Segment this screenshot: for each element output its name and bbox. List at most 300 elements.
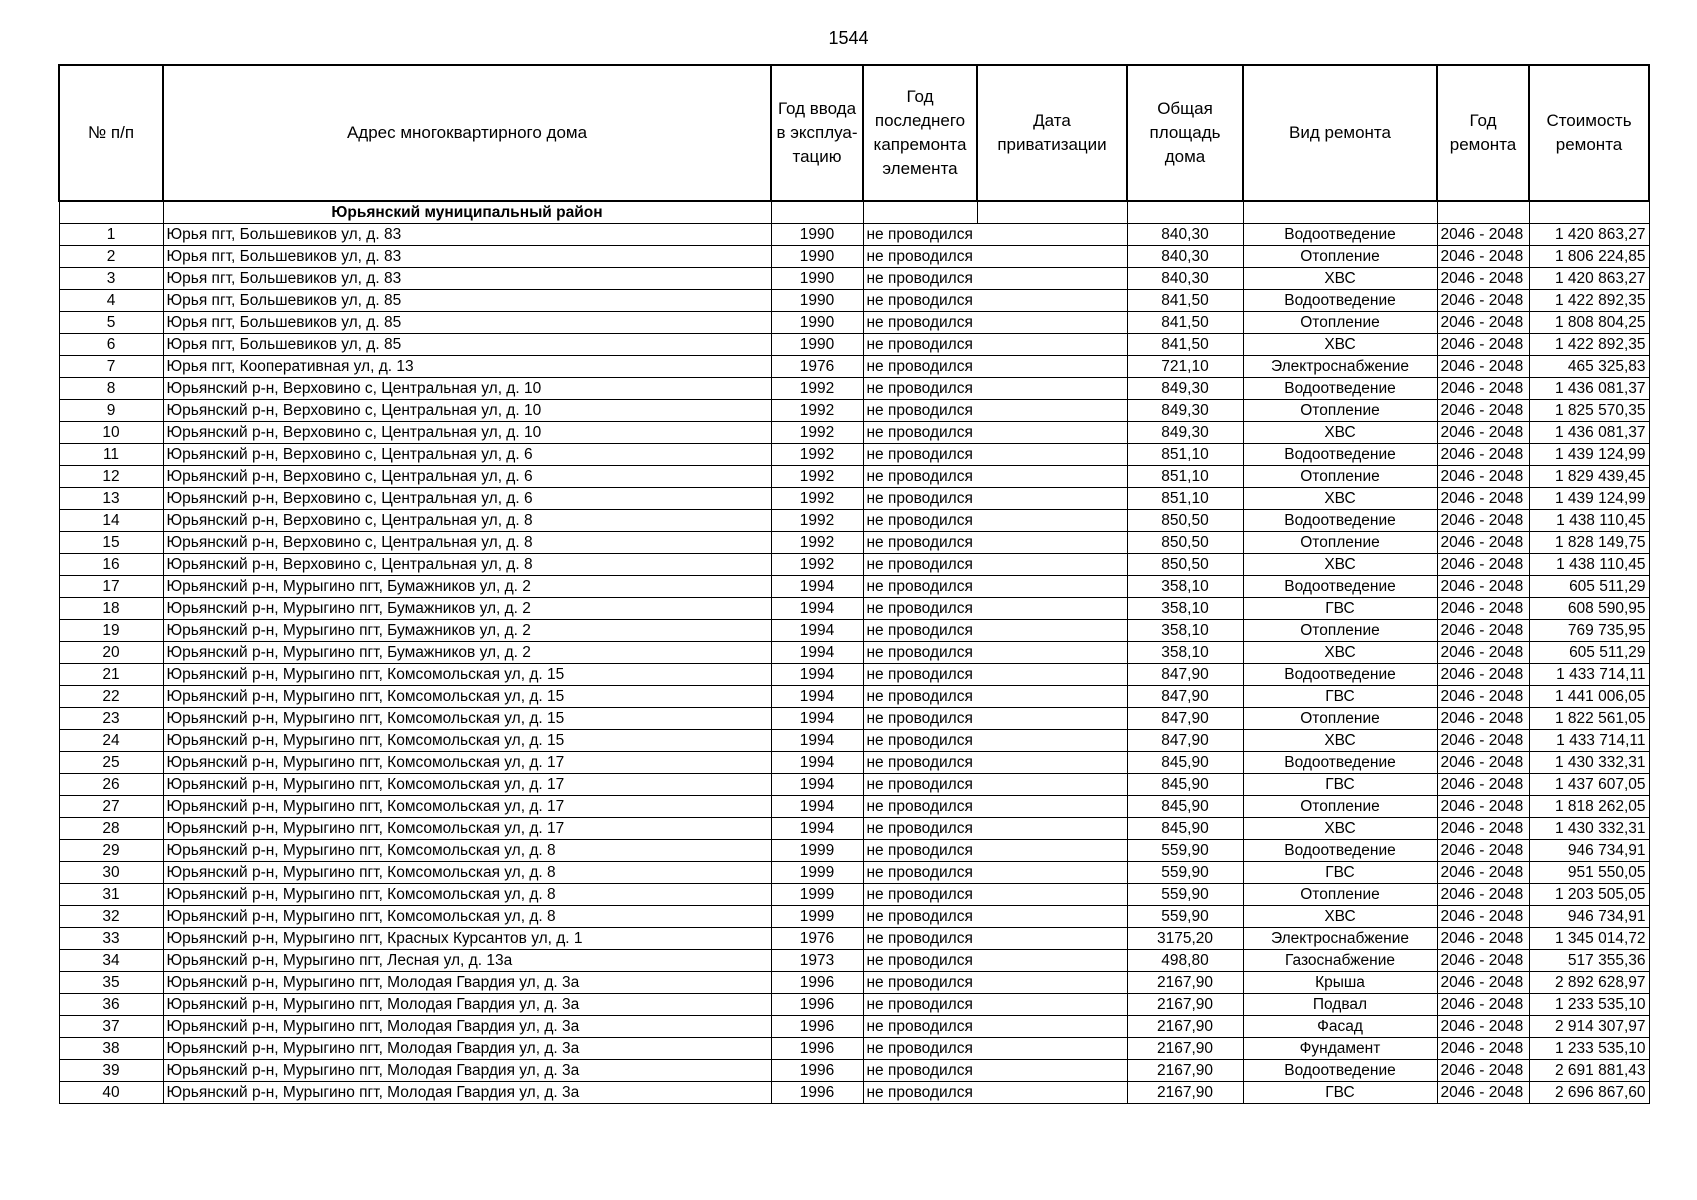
row-last-repair: не проводился <box>863 708 1127 730</box>
row-repair-year: 2046 - 2048 <box>1437 884 1529 906</box>
row-year-built: 1994 <box>771 730 863 752</box>
row-number: 28 <box>59 818 163 840</box>
row-cost: 605 511,29 <box>1529 576 1649 598</box>
row-area: 2167,90 <box>1127 1060 1243 1082</box>
row-year-built: 1994 <box>771 774 863 796</box>
row-number: 7 <box>59 356 163 378</box>
row-number: 38 <box>59 1038 163 1060</box>
row-address: Юрьянский р-н, Мурыгино пгт, Молодая Гвардия ул, д. 3а <box>163 1016 771 1038</box>
row-area: 847,90 <box>1127 708 1243 730</box>
page-number: 1544 <box>828 28 869 48</box>
row-cost: 1 822 561,05 <box>1529 708 1649 730</box>
row-number: 39 <box>59 1060 163 1082</box>
row-cost: 1 828 149,75 <box>1529 532 1649 554</box>
row-repair-kind: Отопление <box>1243 246 1437 268</box>
row-number: 32 <box>59 906 163 928</box>
row-number: 31 <box>59 884 163 906</box>
row-cost: 1 829 439,45 <box>1529 466 1649 488</box>
row-last-repair: не проводился <box>863 268 1127 290</box>
row-last-repair: не проводился <box>863 1038 1127 1060</box>
row-area: 498,80 <box>1127 950 1243 972</box>
table-row <box>59 1038 1649 1060</box>
row-address: Юрьянский р-н, Верховино с, Центральная ул, д. 8 <box>163 554 771 576</box>
row-repair-year: 2046 - 2048 <box>1437 1038 1529 1060</box>
table-row <box>59 268 1649 290</box>
row-year-built: 1996 <box>771 994 863 1016</box>
row-area: 841,50 <box>1127 290 1243 312</box>
row-area: 721,10 <box>1127 356 1243 378</box>
row-area: 559,90 <box>1127 906 1243 928</box>
row-year-built: 1990 <box>771 224 863 246</box>
row-last-repair: не проводился <box>863 532 1127 554</box>
row-number: 18 <box>59 598 163 620</box>
district-name: Юрьянский муниципальный район <box>163 201 771 224</box>
row-number: 40 <box>59 1082 163 1104</box>
row-area: 840,30 <box>1127 268 1243 290</box>
row-last-repair: не проводился <box>863 620 1127 642</box>
row-last-repair: не проводился <box>863 510 1127 532</box>
row-area: 850,50 <box>1127 510 1243 532</box>
header-num: № п/п <box>59 65 163 201</box>
row-last-repair: не проводился <box>863 466 1127 488</box>
row-address: Юрьянский р-н, Мурыгино пгт, Комсомольская ул, д. 8 <box>163 840 771 862</box>
table-row <box>59 312 1649 334</box>
row-cost: 1 438 110,45 <box>1529 510 1649 532</box>
table-row <box>59 730 1649 752</box>
row-last-repair: не проводился <box>863 884 1127 906</box>
row-address: Юрья пгт, Большевиков ул, д. 83 <box>163 246 771 268</box>
row-last-repair: не проводился <box>863 246 1127 268</box>
row-area: 849,30 <box>1127 422 1243 444</box>
row-last-repair: не проводился <box>863 400 1127 422</box>
row-repair-kind: ХВС <box>1243 906 1437 928</box>
row-area: 840,30 <box>1127 246 1243 268</box>
row-address: Юрьянский р-н, Верховино с, Центральная ул, д. 10 <box>163 422 771 444</box>
row-repair-kind: Отопление <box>1243 400 1437 422</box>
table-row <box>59 532 1649 554</box>
row-address: Юрья пгт, Большевиков ул, д. 85 <box>163 312 771 334</box>
row-address: Юрьянский р-н, Верховино с, Центральная ул, д. 6 <box>163 488 771 510</box>
row-year-built: 1976 <box>771 928 863 950</box>
row-address: Юрьянский р-н, Мурыгино пгт, Комсомольская ул, д. 17 <box>163 796 771 818</box>
row-last-repair: не проводился <box>863 796 1127 818</box>
row-address: Юрьянский р-н, Верховино с, Центральная ул, д. 8 <box>163 532 771 554</box>
row-repair-kind: Электроснабжение <box>1243 356 1437 378</box>
table-row <box>59 598 1649 620</box>
table-row <box>59 928 1649 950</box>
row-repair-kind: ХВС <box>1243 554 1437 576</box>
row-cost: 1 436 081,37 <box>1529 422 1649 444</box>
row-last-repair: не проводился <box>863 642 1127 664</box>
row-repair-kind: Водоотведение <box>1243 1060 1437 1082</box>
row-repair-kind: Отопление <box>1243 708 1437 730</box>
header-year-built: Год ввода в эксплуа-тацию <box>771 65 863 201</box>
row-cost: 1 430 332,31 <box>1529 818 1649 840</box>
row-cost: 951 550,05 <box>1529 862 1649 884</box>
row-year-built: 1994 <box>771 598 863 620</box>
row-address: Юрья пгт, Большевиков ул, д. 83 <box>163 268 771 290</box>
row-repair-kind: ХВС <box>1243 488 1437 510</box>
row-year-built: 1999 <box>771 840 863 862</box>
table-row <box>59 664 1649 686</box>
row-area: 850,50 <box>1127 532 1243 554</box>
row-repair-kind: Водоотведение <box>1243 290 1437 312</box>
row-year-built: 1990 <box>771 312 863 334</box>
row-year-built: 1994 <box>771 708 863 730</box>
row-repair-year: 2046 - 2048 <box>1437 862 1529 884</box>
row-address: Юрьянский р-н, Верховино с, Центральная ул, д. 10 <box>163 378 771 400</box>
row-address: Юрьянский р-н, Верховино с, Центральная ул, д. 6 <box>163 444 771 466</box>
row-number: 33 <box>59 928 163 950</box>
row-number: 5 <box>59 312 163 334</box>
row-repair-kind: ХВС <box>1243 268 1437 290</box>
row-last-repair: не проводился <box>863 488 1127 510</box>
row-repair-year: 2046 - 2048 <box>1437 246 1529 268</box>
row-last-repair: не проводился <box>863 950 1127 972</box>
row-repair-kind: Электроснабжение <box>1243 928 1437 950</box>
row-last-repair: не проводился <box>863 444 1127 466</box>
row-repair-year: 2046 - 2048 <box>1437 1082 1529 1104</box>
row-repair-year: 2046 - 2048 <box>1437 642 1529 664</box>
row-cost: 1 436 081,37 <box>1529 378 1649 400</box>
table-row <box>59 576 1649 598</box>
table-row <box>59 796 1649 818</box>
row-last-repair: не проводился <box>863 752 1127 774</box>
row-area: 559,90 <box>1127 862 1243 884</box>
row-last-repair: не проводился <box>863 224 1127 246</box>
row-repair-kind: Водоотведение <box>1243 510 1437 532</box>
row-cost: 2 914 307,97 <box>1529 1016 1649 1038</box>
row-cost: 1 433 714,11 <box>1529 730 1649 752</box>
table-row <box>59 994 1649 1016</box>
row-number: 20 <box>59 642 163 664</box>
row-repair-year: 2046 - 2048 <box>1437 840 1529 862</box>
row-last-repair: не проводился <box>863 1082 1127 1104</box>
table-row <box>59 400 1649 422</box>
row-number: 6 <box>59 334 163 356</box>
row-number: 1 <box>59 224 163 246</box>
row-year-built: 1996 <box>771 1016 863 1038</box>
row-cost: 1 422 892,35 <box>1529 334 1649 356</box>
row-area: 849,30 <box>1127 400 1243 422</box>
row-cost: 1 437 607,05 <box>1529 774 1649 796</box>
row-address: Юрья пгт, Большевиков ул, д. 85 <box>163 290 771 312</box>
row-repair-year: 2046 - 2048 <box>1437 664 1529 686</box>
row-cost: 1 441 006,05 <box>1529 686 1649 708</box>
row-repair-year: 2046 - 2048 <box>1437 730 1529 752</box>
row-number: 26 <box>59 774 163 796</box>
row-last-repair: не проводился <box>863 774 1127 796</box>
table-row <box>59 1082 1649 1104</box>
row-address: Юрьянский р-н, Мурыгино пгт, Комсомольская ул, д. 15 <box>163 664 771 686</box>
row-last-repair: не проводился <box>863 1060 1127 1082</box>
row-year-built: 1996 <box>771 1060 863 1082</box>
row-area: 559,90 <box>1127 884 1243 906</box>
row-address: Юрьянский р-н, Мурыгино пгт, Комсомольская ул, д. 15 <box>163 730 771 752</box>
row-area: 851,10 <box>1127 466 1243 488</box>
header-repair-year: Год ремонта <box>1437 65 1529 201</box>
row-cost: 1 439 124,99 <box>1529 488 1649 510</box>
row-area: 559,90 <box>1127 840 1243 862</box>
row-address: Юрьянский р-н, Мурыгино пгт, Молодая Гвардия ул, д. 3а <box>163 1082 771 1104</box>
row-number: 19 <box>59 620 163 642</box>
row-cost: 1 430 332,31 <box>1529 752 1649 774</box>
table-row <box>59 466 1649 488</box>
table-row <box>59 686 1649 708</box>
row-repair-kind: ХВС <box>1243 642 1437 664</box>
row-repair-kind: Отопление <box>1243 312 1437 334</box>
table-row <box>59 840 1649 862</box>
row-number: 4 <box>59 290 163 312</box>
row-repair-kind: ХВС <box>1243 422 1437 444</box>
table-row <box>59 334 1649 356</box>
row-last-repair: не проводился <box>863 334 1127 356</box>
row-last-repair: не проводился <box>863 840 1127 862</box>
row-repair-kind: Водоотведение <box>1243 840 1437 862</box>
row-number: 23 <box>59 708 163 730</box>
row-last-repair: не проводился <box>863 554 1127 576</box>
row-repair-year: 2046 - 2048 <box>1437 532 1529 554</box>
row-cost: 1 825 570,35 <box>1529 400 1649 422</box>
header-address: Адрес многоквартирного дома <box>163 65 771 201</box>
row-cost: 608 590,95 <box>1529 598 1649 620</box>
row-year-built: 1994 <box>771 664 863 686</box>
row-number: 27 <box>59 796 163 818</box>
row-last-repair: не проводился <box>863 290 1127 312</box>
row-repair-year: 2046 - 2048 <box>1437 488 1529 510</box>
row-address: Юрьянский р-н, Мурыгино пгт, Комсомольская ул, д. 17 <box>163 752 771 774</box>
table-row <box>59 1060 1649 1082</box>
row-area: 841,50 <box>1127 334 1243 356</box>
row-cost: 2 691 881,43 <box>1529 1060 1649 1082</box>
row-address: Юрьянский р-н, Мурыгино пгт, Бумажников ул, д. 2 <box>163 598 771 620</box>
row-repair-kind: Водоотведение <box>1243 378 1437 400</box>
row-last-repair: не проводился <box>863 818 1127 840</box>
row-year-built: 1992 <box>771 466 863 488</box>
row-cost: 1 233 535,10 <box>1529 1038 1649 1060</box>
row-cost: 605 511,29 <box>1529 642 1649 664</box>
row-last-repair: не проводился <box>863 598 1127 620</box>
row-repair-kind: Отопление <box>1243 884 1437 906</box>
row-repair-year: 2046 - 2048 <box>1437 994 1529 1016</box>
row-last-repair: не проводился <box>863 422 1127 444</box>
row-area: 841,50 <box>1127 312 1243 334</box>
row-number: 15 <box>59 532 163 554</box>
row-area: 2167,90 <box>1127 1082 1243 1104</box>
row-area: 847,90 <box>1127 664 1243 686</box>
row-cost: 1 433 714,11 <box>1529 664 1649 686</box>
header-privatization: Дата приватизации <box>977 65 1127 201</box>
row-number: 22 <box>59 686 163 708</box>
row-number: 17 <box>59 576 163 598</box>
row-area: 358,10 <box>1127 576 1243 598</box>
table-row <box>59 862 1649 884</box>
row-repair-kind: Отопление <box>1243 796 1437 818</box>
row-repair-kind: ГВС <box>1243 686 1437 708</box>
row-cost: 1 806 224,85 <box>1529 246 1649 268</box>
row-address: Юрьянский р-н, Мурыгино пгт, Комсомольская ул, д. 17 <box>163 818 771 840</box>
row-repair-kind: Отопление <box>1243 466 1437 488</box>
row-address: Юрьянский р-н, Мурыгино пгт, Комсомольская ул, д. 15 <box>163 708 771 730</box>
row-repair-year: 2046 - 2048 <box>1437 576 1529 598</box>
row-area: 358,10 <box>1127 620 1243 642</box>
row-year-built: 1990 <box>771 268 863 290</box>
row-repair-year: 2046 - 2048 <box>1437 378 1529 400</box>
row-cost: 1 233 535,10 <box>1529 994 1649 1016</box>
row-repair-year: 2046 - 2048 <box>1437 796 1529 818</box>
row-address: Юрьянский р-н, Мурыгино пгт, Комсомольская ул, д. 8 <box>163 862 771 884</box>
row-last-repair: не проводился <box>863 994 1127 1016</box>
row-address: Юрьянский р-н, Мурыгино пгт, Лесная ул, д. 13а <box>163 950 771 972</box>
row-repair-year: 2046 - 2048 <box>1437 554 1529 576</box>
row-year-built: 1973 <box>771 950 863 972</box>
row-repair-year: 2046 - 2048 <box>1437 224 1529 246</box>
row-number: 37 <box>59 1016 163 1038</box>
row-area: 358,10 <box>1127 642 1243 664</box>
row-repair-year: 2046 - 2048 <box>1437 334 1529 356</box>
row-repair-year: 2046 - 2048 <box>1437 466 1529 488</box>
row-address: Юрьянский р-н, Мурыгино пгт, Красных Курсантов ул, д. 1 <box>163 928 771 950</box>
row-last-repair: не проводился <box>863 928 1127 950</box>
row-year-built: 1994 <box>771 796 863 818</box>
row-cost: 1 345 014,72 <box>1529 928 1649 950</box>
row-repair-year: 2046 - 2048 <box>1437 972 1529 994</box>
row-year-built: 1994 <box>771 642 863 664</box>
row-repair-kind: ХВС <box>1243 730 1437 752</box>
row-last-repair: не проводился <box>863 312 1127 334</box>
row-repair-kind: Фасад <box>1243 1016 1437 1038</box>
row-repair-kind: Газоснабжение <box>1243 950 1437 972</box>
row-cost: 1 439 124,99 <box>1529 444 1649 466</box>
table-row <box>59 906 1649 928</box>
row-repair-year: 2046 - 2048 <box>1437 422 1529 444</box>
row-number: 14 <box>59 510 163 532</box>
row-number: 29 <box>59 840 163 862</box>
row-last-repair: не проводился <box>863 576 1127 598</box>
row-repair-year: 2046 - 2048 <box>1437 708 1529 730</box>
row-repair-kind: Фундамент <box>1243 1038 1437 1060</box>
row-address: Юрьянский р-н, Верховино с, Центральная ул, д. 10 <box>163 400 771 422</box>
row-repair-year: 2046 - 2048 <box>1437 356 1529 378</box>
repair-register-table <box>58 64 1650 1104</box>
row-cost: 946 734,91 <box>1529 906 1649 928</box>
row-cost: 1 203 505,05 <box>1529 884 1649 906</box>
row-number: 16 <box>59 554 163 576</box>
table-row <box>59 422 1649 444</box>
row-address: Юрьянский р-н, Мурыгино пгт, Молодая Гвардия ул, д. 3а <box>163 1038 771 1060</box>
row-number: 11 <box>59 444 163 466</box>
row-area: 845,90 <box>1127 796 1243 818</box>
row-number: 12 <box>59 466 163 488</box>
row-number: 25 <box>59 752 163 774</box>
row-year-built: 1999 <box>771 906 863 928</box>
header-repair-kind: Вид ремонта <box>1243 65 1437 201</box>
table-row <box>59 1016 1649 1038</box>
table-row <box>59 488 1649 510</box>
row-repair-year: 2046 - 2048 <box>1437 1060 1529 1082</box>
row-repair-kind: Крыша <box>1243 972 1437 994</box>
row-year-built: 1996 <box>771 972 863 994</box>
row-repair-kind: Водоотведение <box>1243 444 1437 466</box>
row-repair-year: 2046 - 2048 <box>1437 290 1529 312</box>
table-row <box>59 224 1649 246</box>
row-last-repair: не проводился <box>863 862 1127 884</box>
header-area: Общая площадь дома <box>1127 65 1243 201</box>
row-number: 21 <box>59 664 163 686</box>
row-year-built: 1994 <box>771 576 863 598</box>
row-number: 8 <box>59 378 163 400</box>
row-cost: 769 735,95 <box>1529 620 1649 642</box>
row-area: 2167,90 <box>1127 1016 1243 1038</box>
row-year-built: 1990 <box>771 334 863 356</box>
row-last-repair: не проводился <box>863 972 1127 994</box>
table-row <box>59 950 1649 972</box>
row-last-repair: не проводился <box>863 686 1127 708</box>
row-year-built: 1996 <box>771 1082 863 1104</box>
row-cost: 1 818 262,05 <box>1529 796 1649 818</box>
row-number: 9 <box>59 400 163 422</box>
row-year-built: 1994 <box>771 752 863 774</box>
table-row <box>59 510 1649 532</box>
row-area: 3175,20 <box>1127 928 1243 950</box>
row-year-built: 1994 <box>771 620 863 642</box>
row-repair-kind: Водоотведение <box>1243 576 1437 598</box>
row-address: Юрья пгт, Большевиков ул, д. 83 <box>163 224 771 246</box>
row-repair-year: 2046 - 2048 <box>1437 818 1529 840</box>
row-repair-year: 2046 - 2048 <box>1437 774 1529 796</box>
row-repair-year: 2046 - 2048 <box>1437 752 1529 774</box>
row-area: 845,90 <box>1127 774 1243 796</box>
row-number: 34 <box>59 950 163 972</box>
row-last-repair: не проводился <box>863 664 1127 686</box>
row-address: Юрьянский р-н, Мурыгино пгт, Бумажников ул, д. 2 <box>163 576 771 598</box>
row-repair-kind: Отопление <box>1243 620 1437 642</box>
row-repair-year: 2046 - 2048 <box>1437 400 1529 422</box>
row-repair-kind: Водоотведение <box>1243 224 1437 246</box>
row-year-built: 1990 <box>771 290 863 312</box>
row-repair-year: 2046 - 2048 <box>1437 928 1529 950</box>
row-number: 30 <box>59 862 163 884</box>
row-last-repair: не проводился <box>863 378 1127 400</box>
row-year-built: 1999 <box>771 862 863 884</box>
row-repair-year: 2046 - 2048 <box>1437 444 1529 466</box>
row-address: Юрьянский р-н, Мурыгино пгт, Молодая Гвардия ул, д. 3а <box>163 972 771 994</box>
row-address: Юрьянский р-н, Мурыгино пгт, Бумажников ул, д. 2 <box>163 642 771 664</box>
row-area: 2167,90 <box>1127 1038 1243 1060</box>
row-repair-kind: Водоотведение <box>1243 664 1437 686</box>
table-row <box>59 378 1649 400</box>
row-cost: 1 438 110,45 <box>1529 554 1649 576</box>
row-address: Юрьянский р-н, Верховино с, Центральная ул, д. 8 <box>163 510 771 532</box>
row-repair-kind: ГВС <box>1243 862 1437 884</box>
row-last-repair: не проводился <box>863 730 1127 752</box>
row-address: Юрьянский р-н, Верховино с, Центральная ул, д. 6 <box>163 466 771 488</box>
row-year-built: 1999 <box>771 884 863 906</box>
table-row <box>59 752 1649 774</box>
row-repair-kind: ХВС <box>1243 334 1437 356</box>
row-area: 845,90 <box>1127 752 1243 774</box>
row-repair-year: 2046 - 2048 <box>1437 906 1529 928</box>
row-address: Юрьянский р-н, Мурыгино пгт, Молодая Гвардия ул, д. 3а <box>163 994 771 1016</box>
row-year-built: 1996 <box>771 1038 863 1060</box>
row-cost: 1 422 892,35 <box>1529 290 1649 312</box>
row-last-repair: не проводился <box>863 1016 1127 1038</box>
row-number: 24 <box>59 730 163 752</box>
row-repair-kind: ХВС <box>1243 818 1437 840</box>
row-repair-year: 2046 - 2048 <box>1437 1016 1529 1038</box>
row-last-repair: не проводился <box>863 356 1127 378</box>
table-row <box>59 972 1649 994</box>
